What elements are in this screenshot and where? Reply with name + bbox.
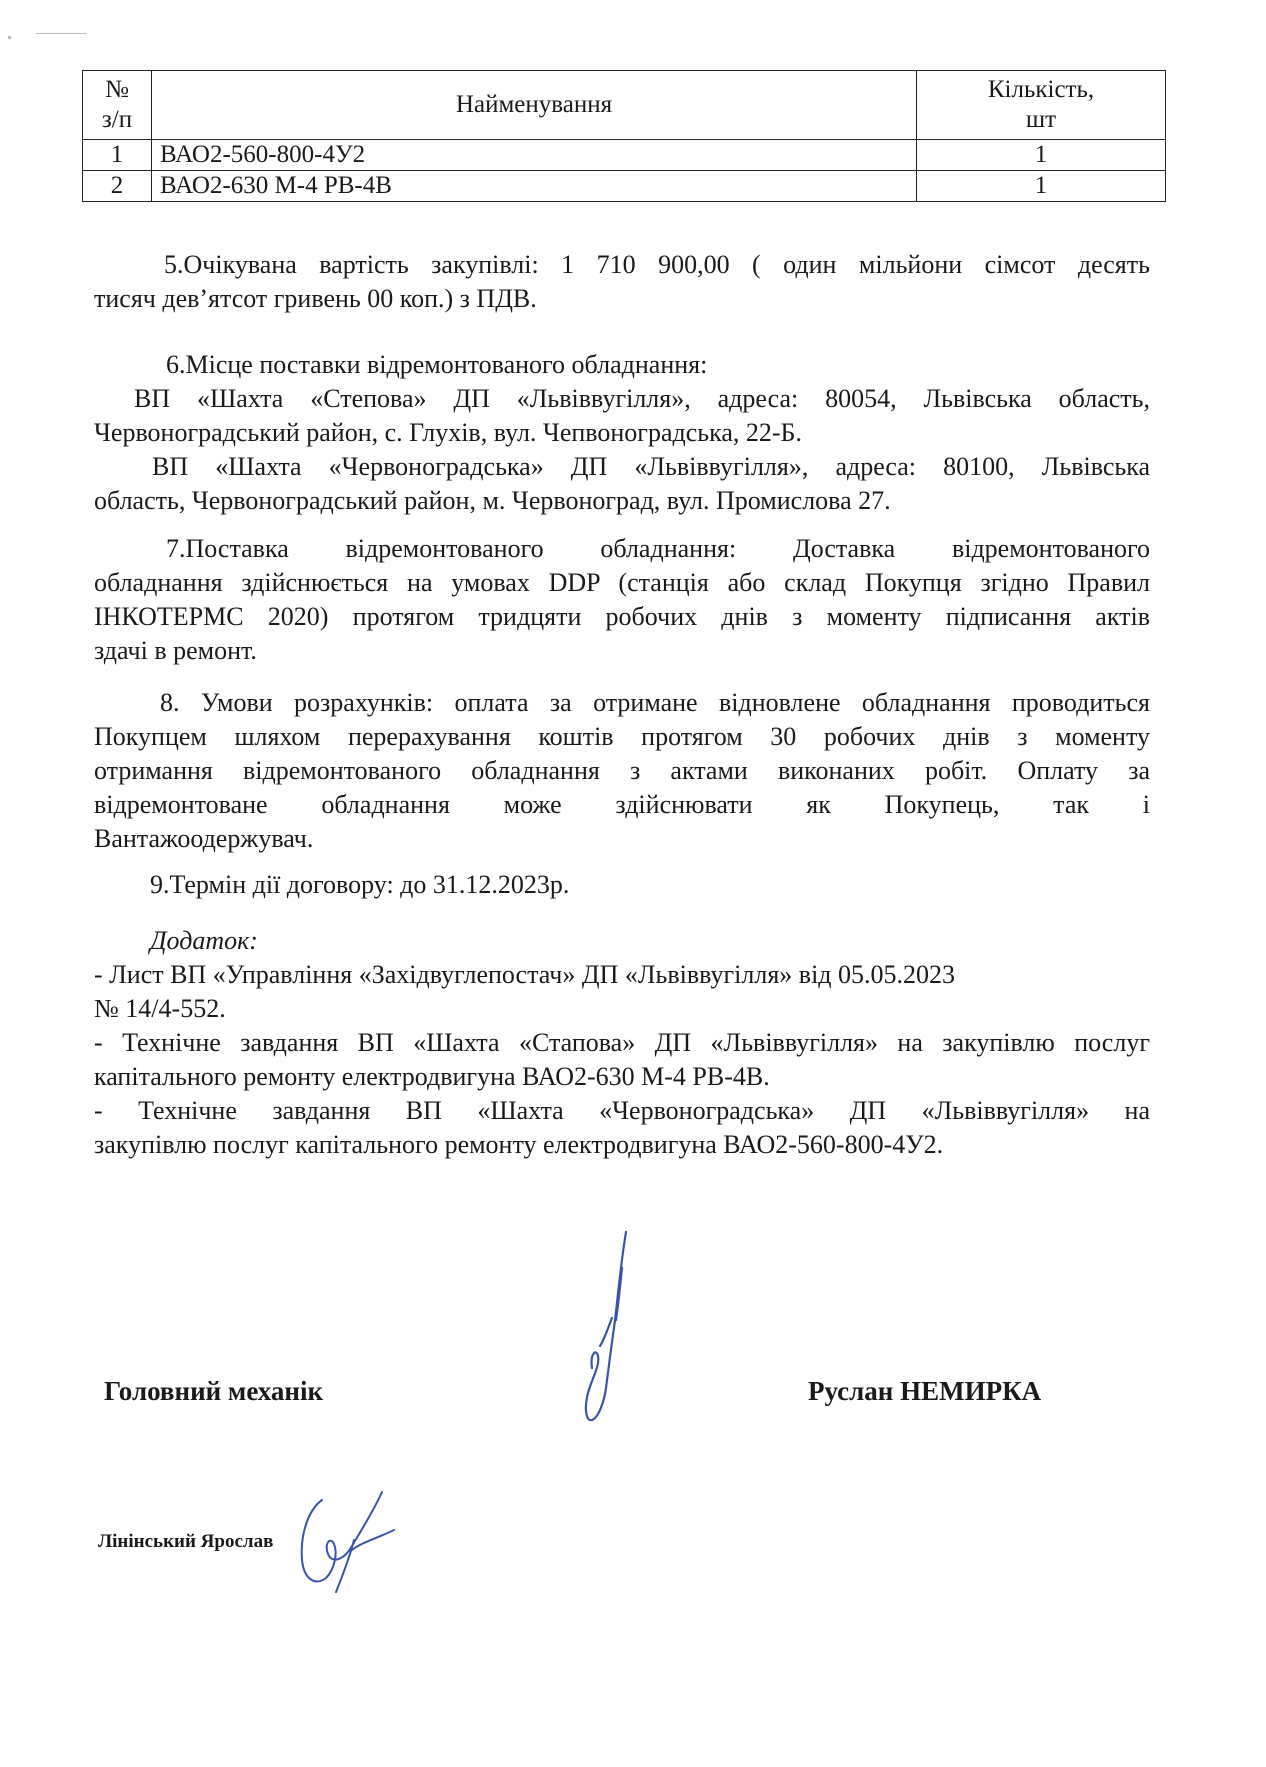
scan-speck <box>36 33 86 34</box>
row-quantity: 1 <box>917 171 1166 202</box>
signatory-name: Руслан НЕМИРКА <box>808 1376 1042 1406</box>
section-8-payment: 8. Умови розрахунків: оплата за отримане відновлене обладнання проводиться Покупцем шляхом перерахування коштів протягом 30 робочих днів з моменту отримання відремонтованого обладнання з актами виконаних робіт. Оплату за відремонтоване обладнання може здійснювати як Покупець, так і Вантажоодержувач. <box>94 688 1150 853</box>
table-row <box>83 171 1166 202</box>
document-author: Лінінський Ярослав <box>98 1531 274 1552</box>
handwritten-signature-main <box>568 1228 638 1428</box>
annex-title: Додаток: <box>150 926 258 955</box>
section-7-delivery: 7.Поставка відремонтованого обладнання: Доставка відремонтованого обладнання здійснюється на умовах DDP (станція або склад Покупця згідно Правил ІНКОТЕРМС 2020) протягом тридцяти робочих днів з моменту підписання актів здачі в ремонт. <box>94 534 1150 665</box>
row-number: 1 <box>83 140 152 171</box>
table-header-row <box>83 71 1166 140</box>
section-5-cost: 5.Очікувана вартість закупівлі: 1 710 900,00 ( один мільйони сімсот десять тисяч дев’ятсот гривень 00 коп.) з ПДВ. <box>94 250 1150 313</box>
scan-speck <box>8 36 11 39</box>
header-number: № з/п <box>83 71 152 140</box>
row-name: ВАО2-560-800-4У2 <box>152 140 917 171</box>
row-number: 2 <box>83 171 152 202</box>
row-quantity: 1 <box>917 140 1166 171</box>
handwritten-signature-author <box>294 1480 404 1610</box>
signatory-position: Головний механік <box>104 1376 324 1406</box>
row-name: ВАО2-630 М-4 РВ-4В <box>152 171 917 202</box>
items-table <box>82 70 1166 202</box>
table-row <box>83 140 1166 171</box>
section-9-term: 9.Термін дії договору: до 31.12.2023р. <box>150 870 570 899</box>
header-name: Найменування <box>152 71 917 140</box>
header-quantity: Кількість, шт <box>917 71 1166 140</box>
section-6-delivery-place: 6.Місце поставки відремонтованого обладнання: ВП «Шахта «Степова» ДП «Львіввугілля», адреса: 80054, Львівська область, Червоноградський район, с. Глухів, вул. Чепвоноградська, 22-Б. ВП «Шахта «Червоноградська» ДП «Львіввугілля», адреса: 80100, Львівська область, Червоноградський район, м. Червоноград, вул. Промислова 27. <box>94 350 1150 515</box>
annex: Додаток: - Лист ВП «Управління «Західвуглепостач» ДП «Львіввугілля» від 05.05.2023 № 14/4-552. - Технічне завдання ВП «Шахта «Стапова» ДП «Львіввугілля» на закупівлю послуг капітального ремонту електродвигуна ВАО2-630 М-4 РВ-4В. - Технічне завдання ВП «Шахта «Червоноградська» ДП «Львіввугілля» на закупівлю послуг капітального ремонту електродвигуна ВАО2-560-800-4У2. <box>94 926 1150 1159</box>
